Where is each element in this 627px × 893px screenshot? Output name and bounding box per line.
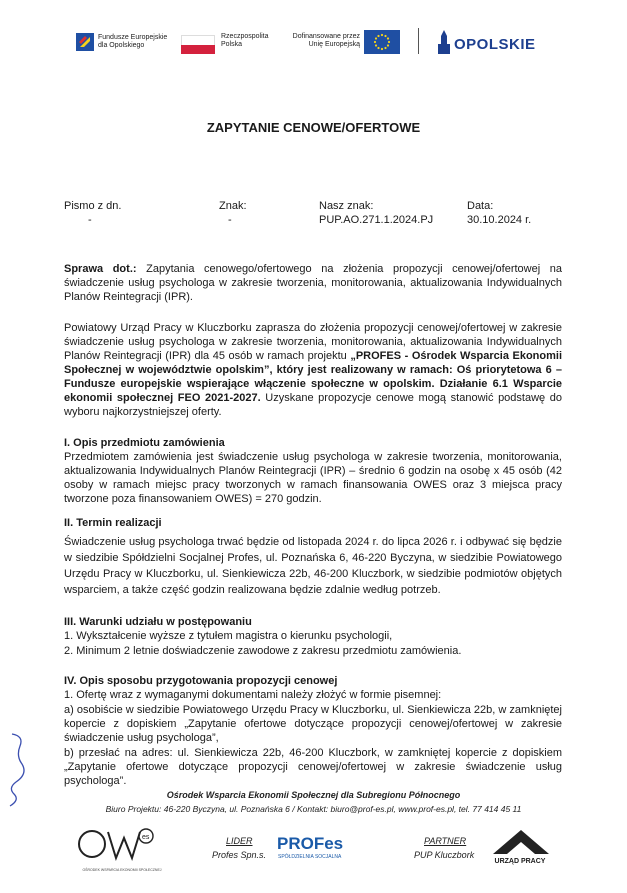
unia-europejska-logo: [286, 28, 406, 56]
meta-nasz-value: PUP.AO.271.1.2024.PJ: [319, 214, 434, 226]
intro-text-bold: „PROFES - Ośrodek Wsparcia Ekonomii Społecznej w województwie opolskim”, który jest realizowany w ramach: Oś priorytetowa 6 – Fundusze europejskie wspierające włączenie społeczne w opolskim. Działanie 6.1 Wsparcie ekonomii społecznej FEO 2021-2027.: [64, 350, 562, 404]
urzad-pracy-text: URZĄD PRACY: [494, 858, 546, 865]
partner-label: PARTNER: [424, 836, 467, 846]
section-4-line-1: 1. Ofertę wraz z wymaganymi dokumentami należy złożyć w formie pisemnej:: [64, 689, 442, 701]
profes-logo-text: PROFes: [277, 834, 344, 853]
urzad-pracy-icon: [491, 826, 551, 856]
footer-line-2: Biuro Projektu: 46-220 Byczyna, ul. Poznańska 6 / Kontakt: biuro@prof-es.pl, www.prof-es.pl, tel. 77 414 45 11: [105, 804, 522, 814]
svg-text:es: es: [142, 834, 150, 841]
owes-caption: OŚRODEK WSPARCIA EKONOMII SPOŁECZNEJ: [82, 868, 162, 872]
section-3-item-1: 1. Wykształcenie wyższe z tytułem magistra o kierunku psychologii,: [64, 630, 393, 642]
lider-name: Profes Spn.s.: [212, 850, 267, 860]
meta-pismo-value: -: [88, 214, 92, 226]
fe-star-icon: [76, 33, 94, 51]
intro-paragraph: [64, 321, 562, 419]
section-4-item-a: a) osobiście w siedzibie Powiatowego Urzędu Pracy w Kluczborku, ul. Sienkiewicza 22b, w zamkniętej kopercie z dopiskiem „Zapytanie ofertowe dotyczące propozycji cenowej/ofertowej w zakresie świadczenie usług psychologa”,: [64, 704, 562, 744]
rp-logo-text: Rzeczpospolita Polska: [221, 33, 269, 48]
sprawa-text: Zapytania cenowego/ofertowego na złożenia propozycji cenowej/ofertowej na świadczenie usług psychologa w zakresie tworzenia, monitorowania, aktualizowania Indywidualnych Planów Reintegracji (IPR).: [64, 263, 562, 303]
intro-text-2: Uzyskane propozycje cenowe mogą stanowić podstawę do wyboru najkorzystniejszej oferty.: [64, 392, 563, 418]
owes-logo: [74, 826, 174, 876]
sprawa-paragraph: [64, 262, 562, 304]
section-4-item-b: b) przesłać na adres: ul. Sienkiewicza 22b, 46-200 Kluczbork, w zamkniętej kopercie z dopiskiem „Zapytanie ofertowe dotyczące propozycji cenowej/ofertowej w zakresie świadczenie usług psychologa”.: [64, 747, 562, 787]
eu-flag-icon: [364, 30, 400, 54]
urzad-pracy-logo: [487, 826, 557, 876]
section-2-heading: II. Termin realizacji: [64, 517, 162, 529]
rzeczpospolita-polska-logo: [181, 31, 269, 55]
section-4-heading: IV. Opis sposobu przygotowania propozycji cenowej: [64, 675, 338, 687]
partner-name: PUP Kluczbork: [414, 850, 475, 860]
eu-logo-text: Dofinansowane przez Unię Europejską: [292, 33, 360, 48]
sprawa-label: Sprawa dot.:: [64, 263, 137, 275]
meta-data-value: 30.10.2024 r.: [467, 214, 532, 226]
opolskie-text: OPOLSKIE: [454, 36, 536, 53]
section-3-item-2: 2. Minimum 2 letnie doświadczenie zawodowe z zakresu przedmiotu zamówienia.: [64, 645, 462, 657]
section-3-heading: III. Warunki udziału w postępowaniu: [64, 616, 252, 628]
header-logos: [0, 0, 627, 70]
meta-znak-value: -: [228, 214, 232, 226]
section-1-heading: I. Opis przedmiotu zamówienia: [64, 437, 225, 449]
document-title: ZAPYTANIE CENOWE/OFERTOWE: [206, 120, 421, 135]
fundusze-europejskie-logo: [76, 32, 171, 54]
owes-mark-icon: [78, 826, 158, 866]
opolskie-logo: [438, 30, 558, 56]
header-divider: [418, 28, 419, 54]
profes-logo-sub: SPÓŁDZIELNIA SOCJALNA: [278, 854, 342, 860]
meta-nasz-label: Nasz znak:: [319, 200, 374, 212]
polish-flag-icon: [181, 35, 215, 53]
intro-text-1: Powiatowy Urząd Pracy w Kluczborku zaprasza do złożenia propozycji cenowej/ofertowej w zakresie świadczenie usług psychologa w zakresie tworzenia, monitorowania, aktualizowania Indywidualnych Planów Reintegracji (IPR) dla 45 osób w ramach projektu: [64, 322, 562, 362]
section-1-text: Przedmiotem zamówienia jest świadczenie usług psychologa w zakresie tworzenia, monitorowania, aktualizowania Indywidualnych Planów Reintegracji (IPR) – średnio 6 godzin na osobę x 45 osób (42 osoby w ramach miejsc pracy tworzonych w ramach finansowania OWES oraz 3 miejsca pracy tworzone poza finansowaniem OWES) = 270 godzin.: [64, 451, 562, 505]
tower-icon: [438, 30, 450, 54]
fe-logo-text: Fundusze Europejskie dla Opolskiego: [98, 34, 168, 49]
footer-line-1: Ośrodek Wsparcia Ekonomii Społecznej dla Subregionu Północnego: [166, 790, 461, 800]
meta-data-label: Data:: [467, 200, 494, 212]
meta-znak-label: Znak:: [219, 200, 247, 212]
meta-pismo-label: Pismo z dn.: [64, 200, 122, 212]
lider-label: LIDER: [226, 836, 253, 846]
profes-logo: [277, 834, 357, 864]
section-2-text: Świadczenie usług psychologa trwać będzie od listopada 2024 r. do lipca 2026 r. i odbywać się będzie w siedzibie Spółdzielni Socjalnej Profes, ul. Poznańska 6, 46-220 Byczyna, w siedzibie Powiatowego Urzędu Pracy w Kluczborku, ul. Sienkiewicza 22b, 46-200 Kluczbork, w siedzibie podmiotów objętych wsparciem, a także część godzin realizowana będzie zdalnie według potrzeb.: [64, 536, 562, 596]
